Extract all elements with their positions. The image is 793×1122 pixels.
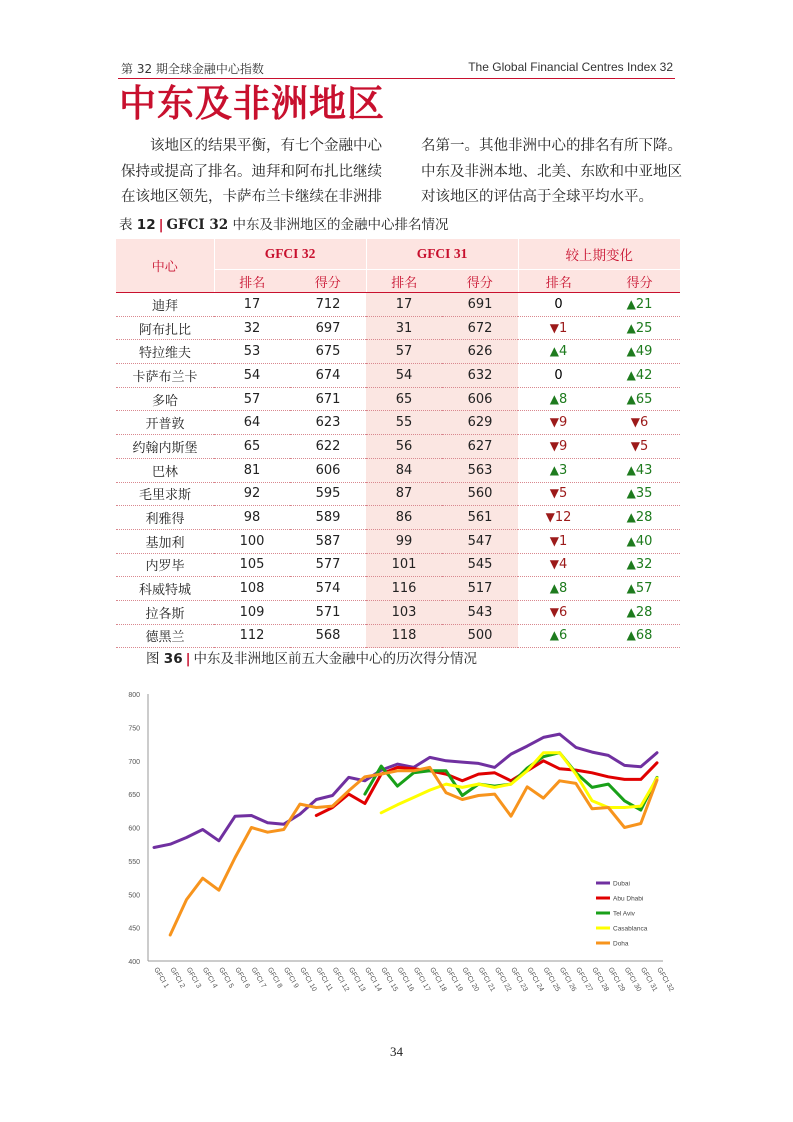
subheader-score: 得分 bbox=[599, 270, 680, 293]
table-row bbox=[116, 316, 680, 340]
change-value: 28 bbox=[635, 510, 653, 526]
table-row bbox=[116, 624, 680, 648]
y-tick-label: 500 bbox=[128, 892, 140, 900]
cell-center-name: 多哈 bbox=[116, 387, 214, 411]
header-gfci31: GFCI 31 bbox=[366, 239, 518, 270]
cell-score-change bbox=[599, 293, 680, 317]
triangle-down-icon: ▼ bbox=[549, 486, 559, 501]
cell-center-name: 卡萨布兰卡 bbox=[116, 364, 214, 388]
triangle-up-icon: ▲ bbox=[626, 604, 636, 619]
triangle-down-icon: ▼ bbox=[549, 557, 559, 572]
subheader-rank: 排名 bbox=[518, 270, 599, 293]
cell-rank-change bbox=[518, 458, 599, 482]
figure-caption-text: 中东及非洲地区前五大金融中心的历次得分情况 bbox=[193, 651, 478, 667]
change-value: 68 bbox=[635, 628, 653, 644]
cell-score-change bbox=[599, 340, 680, 364]
cell-gfci31-rank: 84 bbox=[366, 458, 442, 482]
score-history-chart bbox=[108, 680, 688, 1000]
cell-gfci31-rank: 116 bbox=[366, 577, 442, 601]
table-row bbox=[116, 482, 680, 506]
cell-gfci32-score: 587 bbox=[290, 529, 366, 553]
triangle-down-icon: ▼ bbox=[549, 533, 559, 548]
triangle-up-icon: ▲ bbox=[626, 581, 636, 596]
triangle-down-icon: ▼ bbox=[545, 510, 555, 525]
change-value: 6 bbox=[639, 415, 649, 431]
cell-gfci32-rank: 32 bbox=[214, 316, 290, 340]
header-center: 中心 bbox=[116, 239, 214, 293]
cell-gfci31-score: 517 bbox=[442, 577, 518, 601]
cell-gfci32-score: 675 bbox=[290, 340, 366, 364]
x-tick-label: GFCI 21 bbox=[476, 966, 497, 993]
change-value: 4 bbox=[558, 557, 568, 573]
change-value: 6 bbox=[558, 628, 568, 644]
x-tick-label: GFCI 8 bbox=[265, 966, 284, 990]
cell-score-change bbox=[599, 364, 680, 388]
cell-center-name: 毛里求斯 bbox=[116, 482, 214, 506]
y-tick-label: 600 bbox=[128, 825, 140, 833]
change-value: 1 bbox=[558, 533, 568, 549]
figure-caption-separator: | bbox=[185, 651, 191, 667]
cell-rank-change bbox=[518, 482, 599, 506]
table-row bbox=[116, 458, 680, 482]
cell-gfci31-score: 545 bbox=[442, 553, 518, 577]
cell-score-change bbox=[599, 577, 680, 601]
cell-gfci32-score: 606 bbox=[290, 458, 366, 482]
legend-label: Doha bbox=[613, 940, 629, 948]
triangle-up-icon: ▲ bbox=[626, 533, 636, 548]
x-tick-label: GFCI 12 bbox=[330, 966, 351, 993]
cell-gfci31-rank: 103 bbox=[366, 600, 442, 624]
page-number: 34 bbox=[390, 1044, 403, 1059]
cell-score-change bbox=[599, 482, 680, 506]
cell-gfci32-score: 574 bbox=[290, 577, 366, 601]
ranking-table-body bbox=[116, 293, 680, 648]
cell-gfci32-rank: 105 bbox=[214, 553, 290, 577]
triangle-down-icon: ▼ bbox=[549, 604, 559, 619]
change-value: 35 bbox=[635, 486, 653, 502]
header-change: 较上期变化 bbox=[518, 239, 680, 270]
triangle-up-icon: ▲ bbox=[549, 344, 559, 359]
cell-rank-change bbox=[518, 577, 599, 601]
running-header-left: 第 32 期全球金融中心指数 bbox=[121, 62, 264, 76]
triangle-up-icon: ▲ bbox=[626, 462, 636, 477]
change-value: 28 bbox=[635, 604, 653, 620]
triangle-up-icon: ▲ bbox=[626, 628, 636, 643]
table-caption bbox=[119, 213, 449, 233]
change-value: 9 bbox=[558, 438, 568, 454]
intro-line: 对该地区的评估高于全球平均水平。 bbox=[421, 189, 653, 205]
intro-line: 该地区的结果平衡，有七个金融中心 bbox=[150, 138, 382, 154]
intro-line: 在该地区领先，卡萨布兰卡继续在非洲排 bbox=[121, 189, 382, 205]
cell-rank-change bbox=[518, 624, 599, 648]
x-tick-label: GFCI 11 bbox=[314, 966, 334, 993]
change-value: 21 bbox=[635, 296, 653, 312]
change-value: 32 bbox=[635, 557, 653, 573]
cell-gfci32-score: 595 bbox=[290, 482, 366, 506]
y-tick-label: 650 bbox=[128, 792, 140, 800]
x-tick-label: GFCI 32 bbox=[655, 966, 675, 993]
table-row bbox=[116, 600, 680, 624]
table-row bbox=[116, 529, 680, 553]
triangle-up-icon: ▲ bbox=[626, 320, 636, 335]
cell-score-change bbox=[599, 411, 680, 435]
cell-center-name: 开普敦 bbox=[116, 411, 214, 435]
y-tick-label: 450 bbox=[128, 925, 140, 933]
change-value: 0 bbox=[554, 296, 563, 312]
cell-score-change bbox=[599, 316, 680, 340]
change-value: 8 bbox=[558, 391, 568, 407]
y-tick-label: 800 bbox=[128, 692, 140, 699]
cell-gfci32-rank: 54 bbox=[214, 364, 290, 388]
cell-gfci31-rank: 55 bbox=[366, 411, 442, 435]
legend-label: Tel Aviv bbox=[613, 910, 635, 918]
subheader-score: 得分 bbox=[290, 270, 366, 293]
cell-gfci32-rank: 65 bbox=[214, 435, 290, 459]
triangle-down-icon: ▼ bbox=[549, 415, 559, 430]
triangle-up-icon: ▲ bbox=[549, 462, 559, 477]
x-tick-label: GFCI 17 bbox=[411, 966, 432, 993]
change-value: 57 bbox=[635, 581, 653, 597]
x-tick-label: GFCI 5 bbox=[217, 966, 235, 990]
cell-gfci32-rank: 64 bbox=[214, 411, 290, 435]
x-tick-label: GFCI 14 bbox=[363, 966, 383, 993]
y-tick-label: 400 bbox=[128, 959, 140, 966]
cell-rank-change bbox=[518, 316, 599, 340]
table-caption-gfci: GFCI 32 bbox=[166, 217, 229, 233]
cell-gfci32-rank: 109 bbox=[214, 600, 290, 624]
subheader-score: 得分 bbox=[442, 270, 518, 293]
change-value: 25 bbox=[635, 320, 653, 336]
intro-column-1 bbox=[121, 134, 383, 211]
cell-gfci32-score: 712 bbox=[290, 293, 366, 317]
triangle-up-icon: ▲ bbox=[626, 344, 636, 359]
triangle-up-icon: ▲ bbox=[549, 628, 559, 643]
cell-rank-change bbox=[518, 435, 599, 459]
cell-gfci31-rank: 57 bbox=[366, 340, 442, 364]
table-caption-separator: | bbox=[158, 217, 164, 233]
cell-gfci32-rank: 108 bbox=[214, 577, 290, 601]
change-value: 4 bbox=[558, 344, 568, 360]
x-tick-label: GFCI 10 bbox=[298, 966, 318, 993]
x-tick-label: GFCI 1 bbox=[152, 966, 170, 990]
table-caption-number: 12 bbox=[136, 217, 156, 233]
change-value: 0 bbox=[554, 367, 563, 383]
x-tick-label: GFCI 18 bbox=[428, 966, 448, 993]
intro-column-2 bbox=[421, 134, 683, 211]
table-row bbox=[116, 506, 680, 530]
cell-gfci31-score: 626 bbox=[442, 340, 518, 364]
cell-score-change bbox=[599, 506, 680, 530]
x-tick-label: GFCI 6 bbox=[233, 966, 251, 990]
cell-gfci32-score: 568 bbox=[290, 624, 366, 648]
triangle-up-icon: ▲ bbox=[626, 367, 636, 382]
cell-gfci31-rank: 99 bbox=[366, 529, 442, 553]
cell-gfci32-rank: 57 bbox=[214, 387, 290, 411]
x-tick-label: GFCI 13 bbox=[346, 966, 367, 993]
cell-center-name: 内罗毕 bbox=[116, 553, 214, 577]
x-tick-label: GFCI 30 bbox=[622, 966, 643, 993]
cell-gfci31-rank: 56 bbox=[366, 435, 442, 459]
x-tick-label: GFCI 27 bbox=[574, 966, 594, 993]
change-value: 12 bbox=[554, 510, 572, 526]
x-tick-label: GFCI 3 bbox=[184, 966, 203, 990]
cell-gfci32-score: 697 bbox=[290, 316, 366, 340]
cell-gfci32-rank: 81 bbox=[214, 458, 290, 482]
legend-label: Dubai bbox=[613, 880, 630, 888]
change-value: 9 bbox=[558, 415, 568, 431]
y-tick-label: 750 bbox=[128, 725, 140, 733]
triangle-down-icon: ▼ bbox=[549, 320, 559, 335]
cell-score-change bbox=[599, 553, 680, 577]
triangle-down-icon: ▼ bbox=[630, 415, 640, 430]
cell-gfci31-score: 691 bbox=[442, 293, 518, 317]
cell-gfci32-rank: 100 bbox=[214, 529, 290, 553]
cell-score-change bbox=[599, 600, 680, 624]
cell-gfci31-score: 500 bbox=[442, 624, 518, 648]
y-tick-label: 700 bbox=[128, 758, 140, 766]
cell-gfci32-score: 577 bbox=[290, 553, 366, 577]
legend-label: Casablanca bbox=[613, 925, 648, 933]
table-row bbox=[116, 411, 680, 435]
cell-score-change bbox=[599, 458, 680, 482]
cell-score-change bbox=[599, 435, 680, 459]
cell-gfci31-score: 547 bbox=[442, 529, 518, 553]
cell-gfci31-rank: 54 bbox=[366, 364, 442, 388]
subheader-rank: 排名 bbox=[366, 270, 442, 293]
cell-rank-change bbox=[518, 293, 599, 317]
cell-gfci32-score: 671 bbox=[290, 387, 366, 411]
cell-gfci32-rank: 17 bbox=[214, 293, 290, 317]
cell-gfci31-rank: 65 bbox=[366, 387, 442, 411]
intro-line: 名第一。其他非洲中心的排名有所下降。 bbox=[421, 138, 682, 154]
cell-center-name: 科威特城 bbox=[116, 577, 214, 601]
cell-rank-change bbox=[518, 529, 599, 553]
subheader-rank: 排名 bbox=[214, 270, 290, 293]
cell-gfci31-rank: 118 bbox=[366, 624, 442, 648]
cell-rank-change bbox=[518, 600, 599, 624]
series-line-doha bbox=[170, 767, 657, 935]
y-tick-label: 550 bbox=[128, 858, 140, 866]
cell-gfci31-score: 672 bbox=[442, 316, 518, 340]
cell-gfci31-rank: 86 bbox=[366, 506, 442, 530]
table-caption-prefix: 表 bbox=[119, 217, 133, 233]
cell-gfci31-rank: 31 bbox=[366, 316, 442, 340]
x-tick-label: GFCI 29 bbox=[606, 966, 626, 993]
cell-gfci32-rank: 98 bbox=[214, 506, 290, 530]
cell-gfci32-score: 571 bbox=[290, 600, 366, 624]
intro-line: 中东及非洲本地、北美、东欧和中亚地区 bbox=[421, 163, 682, 180]
cell-center-name: 利雅得 bbox=[116, 506, 214, 530]
triangle-up-icon: ▲ bbox=[549, 391, 559, 406]
x-tick-label: GFCI 7 bbox=[249, 966, 267, 990]
figure-caption-number: 36 bbox=[163, 651, 183, 667]
cell-rank-change bbox=[518, 553, 599, 577]
table-row bbox=[116, 577, 680, 601]
change-value: 8 bbox=[558, 581, 568, 597]
cell-rank-change bbox=[518, 387, 599, 411]
cell-gfci32-rank: 112 bbox=[214, 624, 290, 648]
change-value: 3 bbox=[558, 462, 568, 478]
cell-gfci31-rank: 101 bbox=[366, 553, 442, 577]
table-row bbox=[116, 435, 680, 459]
header-gfci32: GFCI 32 bbox=[214, 239, 366, 270]
x-tick-label: GFCI 24 bbox=[525, 966, 545, 993]
x-tick-label: GFCI 26 bbox=[557, 966, 578, 993]
triangle-up-icon: ▲ bbox=[626, 557, 636, 572]
cell-gfci32-rank: 53 bbox=[214, 340, 290, 364]
cell-gfci31-score: 561 bbox=[442, 506, 518, 530]
cell-score-change bbox=[599, 624, 680, 648]
x-tick-label: GFCI 28 bbox=[590, 966, 610, 993]
cell-rank-change bbox=[518, 340, 599, 364]
x-tick-label: GFCI 31 bbox=[639, 966, 659, 993]
cell-gfci31-score: 543 bbox=[442, 600, 518, 624]
triangle-down-icon: ▼ bbox=[549, 438, 559, 453]
cell-gfci32-score: 674 bbox=[290, 364, 366, 388]
cell-center-name: 迪拜 bbox=[116, 293, 214, 317]
cell-gfci32-score: 589 bbox=[290, 506, 366, 530]
change-value: 5 bbox=[558, 486, 568, 502]
x-tick-label: GFCI 25 bbox=[541, 966, 561, 993]
cell-score-change bbox=[599, 387, 680, 411]
change-value: 40 bbox=[635, 533, 653, 549]
table-row bbox=[116, 364, 680, 388]
cell-center-name: 基加利 bbox=[116, 529, 214, 553]
running-header-right: The Global Financial Centres Index 32 bbox=[468, 60, 673, 74]
cell-center-name: 巴林 bbox=[116, 458, 214, 482]
triangle-up-icon: ▲ bbox=[626, 296, 636, 311]
x-tick-label: GFCI 22 bbox=[493, 966, 513, 993]
cell-center-name: 德黑兰 bbox=[116, 624, 214, 648]
figure-caption-prefix: 图 bbox=[146, 651, 160, 667]
change-value: 43 bbox=[635, 462, 653, 478]
cell-gfci31-score: 632 bbox=[442, 364, 518, 388]
cell-rank-change bbox=[518, 506, 599, 530]
x-tick-label: GFCI 4 bbox=[200, 966, 219, 990]
triangle-up-icon: ▲ bbox=[549, 581, 559, 596]
change-value: 49 bbox=[635, 344, 653, 360]
cell-score-change bbox=[599, 529, 680, 553]
x-tick-label: GFCI 16 bbox=[395, 966, 415, 993]
x-tick-label: GFCI 2 bbox=[168, 966, 186, 990]
cell-gfci32-rank: 92 bbox=[214, 482, 290, 506]
triangle-up-icon: ▲ bbox=[626, 391, 636, 406]
cell-center-name: 约翰内斯堡 bbox=[116, 435, 214, 459]
cell-gfci31-rank: 87 bbox=[366, 482, 442, 506]
figure-caption bbox=[146, 647, 477, 667]
cell-gfci31-score: 560 bbox=[442, 482, 518, 506]
change-value: 65 bbox=[635, 391, 653, 407]
intro-line: 保持或提高了排名。迪拜和阿布扎比继续 bbox=[121, 163, 382, 180]
legend-label: Abu Dhabi bbox=[613, 895, 644, 903]
x-tick-label: GFCI 20 bbox=[460, 966, 480, 993]
cell-gfci32-score: 622 bbox=[290, 435, 366, 459]
table-row bbox=[116, 293, 680, 317]
section-title: 中东及非洲地区 bbox=[119, 82, 385, 125]
ranking-table bbox=[116, 239, 680, 648]
triangle-up-icon: ▲ bbox=[626, 510, 636, 525]
cell-center-name: 阿布扎比 bbox=[116, 316, 214, 340]
change-value: 42 bbox=[635, 367, 653, 383]
cell-gfci31-rank: 17 bbox=[366, 293, 442, 317]
cell-gfci32-score: 623 bbox=[290, 411, 366, 435]
cell-center-name: 拉各斯 bbox=[116, 600, 214, 624]
table-row bbox=[116, 553, 680, 577]
cell-gfci31-score: 563 bbox=[442, 458, 518, 482]
change-value: 5 bbox=[639, 438, 649, 454]
cell-gfci31-score: 606 bbox=[442, 387, 518, 411]
cell-gfci31-score: 629 bbox=[442, 411, 518, 435]
table-row bbox=[116, 340, 680, 364]
change-value: 1 bbox=[558, 320, 568, 336]
x-tick-label: GFCI 23 bbox=[509, 966, 529, 993]
cell-rank-change bbox=[518, 364, 599, 388]
header-rule bbox=[118, 78, 675, 79]
table-caption-text: 中东及非洲地区的金融中心排名情况 bbox=[232, 217, 449, 233]
table-row bbox=[116, 387, 680, 411]
triangle-up-icon: ▲ bbox=[626, 486, 636, 501]
change-value: 6 bbox=[558, 604, 568, 620]
x-tick-label: GFCI 9 bbox=[282, 966, 300, 990]
cell-gfci31-score: 627 bbox=[442, 435, 518, 459]
triangle-down-icon: ▼ bbox=[630, 438, 640, 453]
cell-rank-change bbox=[518, 411, 599, 435]
x-tick-label: GFCI 19 bbox=[444, 966, 464, 993]
x-tick-label: GFCI 15 bbox=[379, 966, 399, 993]
cell-center-name: 特拉维夫 bbox=[116, 340, 214, 364]
